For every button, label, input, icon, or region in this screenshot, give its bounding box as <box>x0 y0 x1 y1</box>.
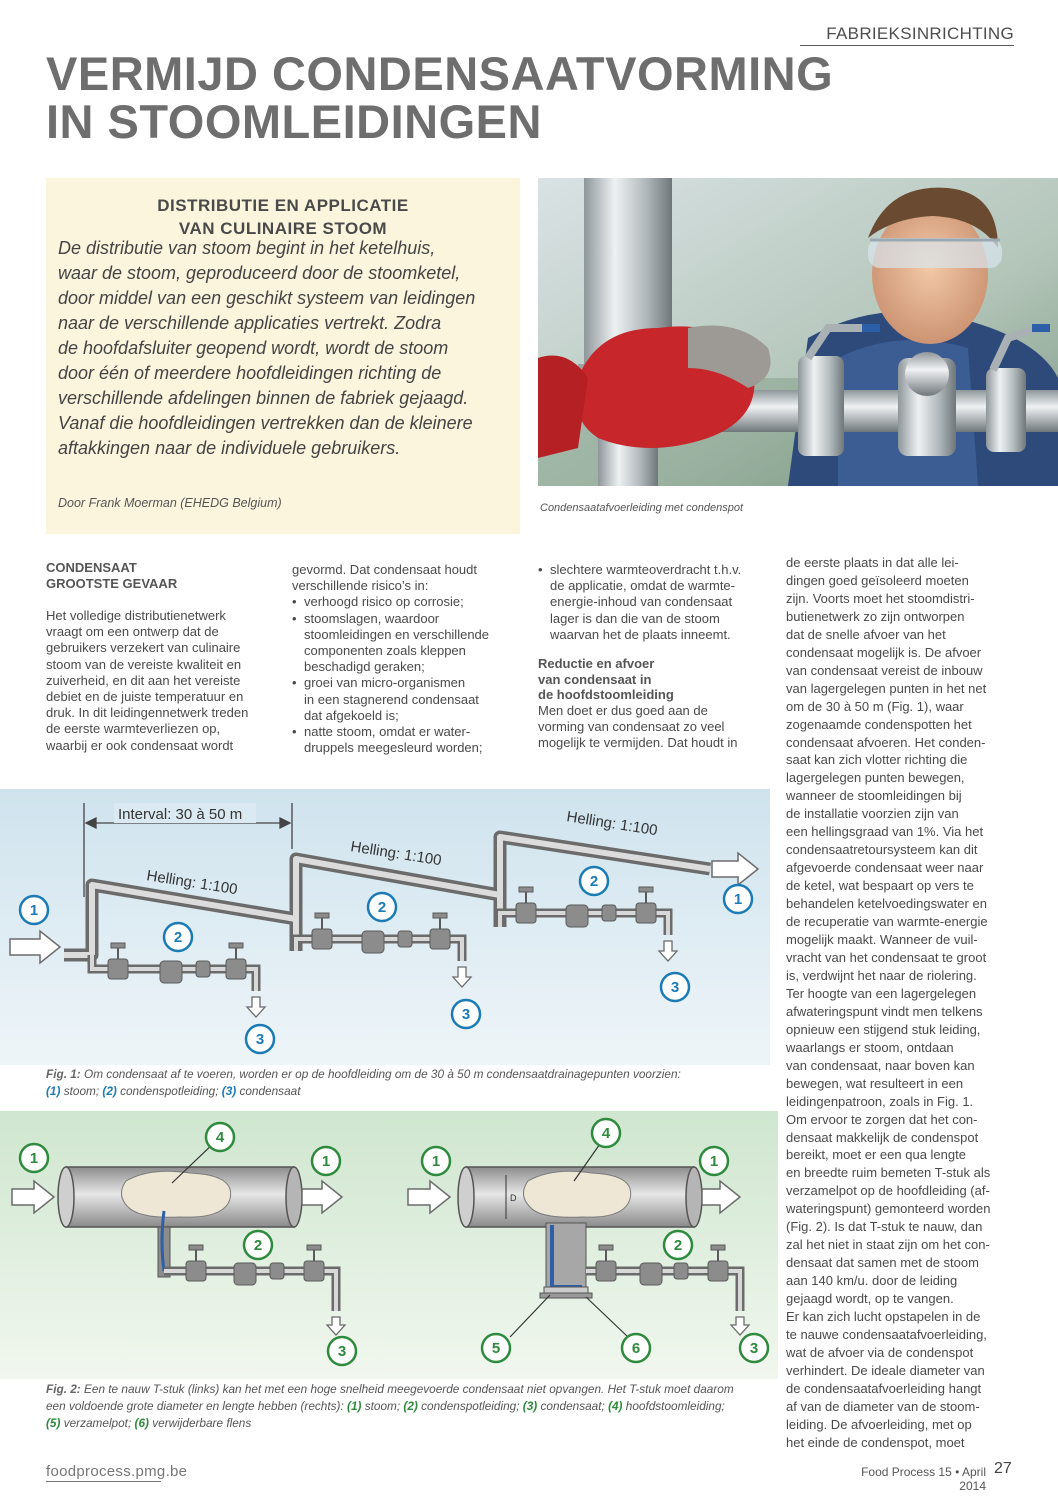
column-4 <box>786 554 1014 1452</box>
text-line: stoom van de vereiste kwaliteit en <box>46 656 242 672</box>
text-line: wateringspunt) gemonteerd worden <box>786 1201 991 1217</box>
text-line: vorming van condensaat zo veel <box>538 718 725 734</box>
text-line: leidingenpatroon, zoals in Fig. 1. <box>786 1093 974 1109</box>
caption-key: (5) <box>46 1416 61 1430</box>
title-line-2: IN STOOMLEIDINGEN <box>46 95 542 148</box>
text-line: af van de diameter van de stoom- <box>786 1398 980 1414</box>
col1-heading <box>46 560 271 591</box>
marker-1: 1 <box>29 902 39 919</box>
text-line: zuiverheid, en dit aan het vereiste <box>46 672 241 688</box>
text-line: waarlangs er stoom, ontdaan <box>786 1039 954 1055</box>
text-line: mogelijk te vermijden. Dat houdt in <box>538 734 738 750</box>
caption-key: (1) <box>46 1084 61 1098</box>
caption-text: condensaat; <box>540 1399 605 1413</box>
caption-text: een voldoende grote diameter en lengte hebben (rechts): <box>46 1399 344 1413</box>
risk-list <box>292 594 517 756</box>
text-line: dingen goed geïsoleerd moeten <box>786 572 969 588</box>
text-line: Om ervoor te zorgen dat het con- <box>786 1111 978 1127</box>
footer-rule <box>46 1481 161 1482</box>
text-line: te nauwe condensaatafvoerleiding, <box>786 1326 987 1342</box>
page-number: 27 <box>994 1460 1012 1477</box>
text-line: zijn. Voorts moet het stoomdistri- <box>786 590 975 606</box>
text-line: de condensaatafvoerleiding hangt <box>786 1380 982 1396</box>
caption-label: Fig. 2: <box>46 1382 81 1396</box>
text-line: lagergelegen punten bewegen, <box>786 770 965 786</box>
caption-key: (2) <box>403 1399 418 1413</box>
text-line: Reductie en afvoer <box>538 656 655 672</box>
text-line: Ter hoogte van een lagergelegen <box>786 985 977 1001</box>
text-line: waarbij er ook condensaat wordt <box>46 737 234 753</box>
intro-heading-line-1: DISTRIBUTIE EN APPLICATIE <box>157 196 409 215</box>
marker-1: 1 <box>321 1153 331 1170</box>
text-line: druk. In dit leidingennetwerk treden <box>46 705 249 721</box>
text-line: afgevoerde condensaat weer naar <box>786 860 984 876</box>
caption-key: (4) <box>608 1399 623 1413</box>
text-line: lager is dan die van de stoom <box>550 610 720 626</box>
text-line: saat kan zich vlotter richting die <box>786 752 968 768</box>
text-line: en breedte ruim bemeten T-stuk als <box>786 1165 991 1181</box>
figure-2-diagram <box>0 1111 778 1379</box>
text-line: om de 30 à 50 m (Fig. 1), waar <box>786 698 964 714</box>
section-label: FABRIEKSINRICHTING <box>826 24 1014 43</box>
caption-label: Fig. 1: <box>46 1067 81 1081</box>
text-line: Het volledige distributienetwerk <box>46 608 226 623</box>
intro-box <box>46 178 520 534</box>
caption-key: (1) <box>347 1399 362 1413</box>
text-line: leiding. De afvoerleiding, met op <box>786 1416 972 1432</box>
caption-text: verzamelpot; <box>63 1416 132 1430</box>
article-title <box>46 47 846 148</box>
text-line: van lagergelegen punten in het net <box>786 680 987 696</box>
footer-issue: Food Process 15 • April 2014 <box>861 1465 986 1493</box>
marker-3: 3 <box>749 1340 759 1357</box>
caption-text: condenspotleiding; <box>421 1399 520 1413</box>
text-line: gejaagd wordt, op te vangen. <box>786 1291 954 1307</box>
text-line: verzamelpot op de hoofdleiding (af- <box>786 1183 990 1199</box>
marker-3: 3 <box>337 1343 347 1360</box>
text-line: de eerste warmteverliezen op, <box>46 721 221 737</box>
text-line: dat afgekoeld is; <box>304 707 399 723</box>
text-line: een hellingsgraad van 1%. Via het <box>786 824 984 840</box>
text-line: wanneer de stoomleidingen bij <box>786 788 962 804</box>
intro-line: door middel van een geschikt systeem van leidingen <box>58 288 476 308</box>
marker-2: 2 <box>173 929 183 946</box>
text-line: Men doet er dus goed aan de <box>538 702 708 718</box>
intro-line: Vanaf die hoofdleidingen vertrekken dan de kleinere <box>58 413 473 433</box>
figure-2 <box>0 1111 778 1379</box>
text-line: vraagt om een ontwerp dat de <box>46 624 219 640</box>
text-line: • stoomslagen, waardoor <box>304 610 440 626</box>
marker-4: 4 <box>601 1125 611 1142</box>
marker-3: 3 <box>461 1006 471 1023</box>
text-line: de eerste plaats in dat alle lei- <box>786 555 959 570</box>
text-line: waarvan het de plaats inneemt. <box>550 626 731 642</box>
diameter-label: D <box>510 1193 517 1203</box>
intro-line: door één of meerdere hoofdleidingen richting de <box>58 363 442 383</box>
list-item <box>292 675 517 724</box>
marker-2: 2 <box>673 1237 683 1254</box>
column-2 <box>292 562 517 756</box>
text-line: de installatie voorzien zijn van <box>786 806 959 822</box>
marker-5: 5 <box>491 1340 501 1357</box>
col1-paragraph <box>46 608 271 754</box>
text-line: de applicatie, omdat de warmte- <box>550 578 735 594</box>
intro-line: de hoofdafsluiter geopend wordt, wordt de stoom <box>58 338 449 358</box>
text-line: verhindert. De ideale diameter van <box>786 1362 985 1378</box>
text-line: mogelijk maakt. Wanneer de vuil- <box>786 932 978 948</box>
text-line: densaat dat samen met de stoom <box>786 1255 979 1271</box>
intro-line: verschillende afdelingen binnen de fabriek gejaagd. <box>58 388 469 408</box>
intro-heading-line-2: VAN CULINAIRE STOOM <box>178 219 388 238</box>
intro-heading <box>46 194 520 240</box>
text-line: debiet en de juiste temperatuur en <box>46 689 244 705</box>
marker-4: 4 <box>215 1129 225 1146</box>
caption-text: verwijderbare flens <box>152 1416 252 1430</box>
text-line: gebruikers verzekert van culinaire <box>46 640 241 656</box>
text-line: verschillende risico’s in: <box>292 578 429 594</box>
marker-2: 2 <box>377 899 387 916</box>
col1-heading-line: CONDENSAAT <box>46 560 137 575</box>
list-item <box>538 562 763 643</box>
text-line: stoomleidingen en verschillende <box>304 626 490 642</box>
interval-label: Interval: 30 à 50 m <box>118 806 243 823</box>
text-line: van condensaat, naar boven kan <box>786 1057 975 1073</box>
title-line-1: VERMIJD CONDENSAATVORMING <box>46 47 834 100</box>
marker-1: 1 <box>733 891 743 908</box>
list-item <box>292 724 517 756</box>
figure-1 <box>0 789 770 1065</box>
caption-text: condensaat <box>239 1084 301 1098</box>
text-line: wat de afvoer via de condenspot <box>786 1344 974 1360</box>
text-line: opnieuw een stijgend stuk leiding, <box>786 1021 981 1037</box>
slope-label: Helling: 1:100 <box>145 867 239 899</box>
text-line: dat de snelle afvoer van het <box>786 626 946 642</box>
text-line: de recuperatie van warmte-energie <box>786 914 988 930</box>
photo-caption: Condensaatafvoerleiding met condenspot <box>540 502 744 514</box>
text-line: de hoofdstoomleiding <box>538 687 674 703</box>
text-line: van condensaat vereist de inbouw <box>786 662 983 678</box>
caption-key: (3) <box>522 1399 538 1413</box>
text-line: vracht van het condensaat te groot <box>786 949 987 965</box>
marker-3: 3 <box>255 1031 265 1048</box>
text-line: • slechtere warmteoverdracht t.h.v. <box>550 562 742 577</box>
text-line: beschadigd geraken; <box>304 659 425 675</box>
text-line: bereikt, moet er een qua lengte <box>786 1147 966 1163</box>
text-line: (Fig. 2). Is dat T-stuk te nauw, dan <box>786 1219 983 1235</box>
list-item <box>292 611 517 676</box>
section-rule <box>800 45 1014 46</box>
text-line: butienetwerk zo zijn ontworpen <box>786 608 965 624</box>
text-line: in een stagnerend condensaat <box>304 691 479 707</box>
marker-3: 3 <box>670 979 680 996</box>
caption-text: Een te nauw T-stuk (links) kan het met een hoge snelheid meegevoerde condensaat niet opvangen. Het T-stuk moet daarom <box>84 1382 734 1396</box>
photo-illustration <box>538 178 1058 486</box>
text-line: condensaat mogelijk is. De afvoer <box>786 644 982 660</box>
text-line: de ketel, wat bespaart op vers te <box>786 878 974 894</box>
text-line: • verhoogd risico op corrosie; <box>304 594 464 610</box>
text-line: • natte stoom, omdat er water- <box>304 724 471 740</box>
intro-line: aftakkingen naar de individuele gebruikers. <box>58 438 401 458</box>
caption-key: (2) <box>102 1084 117 1098</box>
text-line: densaat makkelijk de condenspot <box>786 1129 979 1145</box>
slope-label: Helling: 1:100 <box>565 808 659 840</box>
text-line: gevormd. Dat condensaat houdt <box>292 562 478 577</box>
col2-paragraph <box>292 562 517 594</box>
text-line: • groei van micro-organismen <box>304 675 466 691</box>
intro-text <box>58 236 516 461</box>
col1-heading-line: GROOTSTE GEVAAR <box>46 575 178 591</box>
text-line: condensaatretoursysteem kan dit <box>786 842 978 858</box>
text-line: behandelen ketelvoedingswater en <box>786 896 987 912</box>
byline: Door Frank Moerman (EHEDG Belgium) <box>58 496 282 510</box>
text-line: is, verdwijnt het naar de riolering. <box>786 967 977 983</box>
figure-2-caption <box>46 1381 776 1432</box>
text-line: afwateringspunt vindt men telkens <box>786 1003 983 1019</box>
caption-text: condenspotleiding; <box>120 1084 219 1098</box>
marker-1: 1 <box>709 1153 719 1170</box>
text-line: energie-inhoud van condensaat <box>550 594 733 610</box>
text-line: van condensaat in <box>538 671 652 687</box>
text-line: aan 140 km/u. door de leiding <box>786 1273 958 1289</box>
text-line: druppels meegesleurd worden; <box>304 740 483 756</box>
text-line: componenten zoals kleppen <box>304 643 466 659</box>
marker-1: 1 <box>29 1150 39 1167</box>
caption-key: (3) <box>221 1084 237 1098</box>
figure-1-diagram <box>0 789 770 1065</box>
col3-paragraph <box>538 703 763 752</box>
caption-text: stoom; <box>364 1399 401 1413</box>
col3-heading <box>538 656 763 703</box>
marker-6: 6 <box>631 1340 641 1357</box>
text-line: condensaat afvoeren. Het conden- <box>786 734 986 750</box>
text-line: het einde de condenspot, moet <box>786 1434 965 1450</box>
footer-url[interactable]: foodprocess.pmg.be <box>46 1463 188 1480</box>
caption-text: hoofdstoomleiding; <box>625 1399 725 1413</box>
intro-line: waar de stoom, geproduceerd door de stoomketel, <box>58 263 461 283</box>
marker-1: 1 <box>431 1153 441 1170</box>
intro-line: De distributie van stoom begint in het ketelhuis, <box>58 238 436 258</box>
column-3 <box>538 562 763 751</box>
caption-text: Om condensaat af te voeren, worden er op de hoofdleiding om de 30 à 50 m condensaatdrainagepunten voorzien: <box>84 1067 681 1081</box>
caption-key: (6) <box>134 1416 149 1430</box>
list-item <box>292 594 517 610</box>
marker-2: 2 <box>253 1237 263 1254</box>
figure-1-caption <box>46 1066 766 1100</box>
text-line: bewegen, wat resulteert in een <box>786 1075 964 1091</box>
text-line: Er kan zich lucht opstapelen in de <box>786 1309 981 1325</box>
marker-2: 2 <box>589 873 599 890</box>
risk-list-continued <box>538 562 763 643</box>
slope-label: Helling: 1:100 <box>349 838 443 870</box>
intro-line: naar de verschillende applicaties vertrekt. Zodra <box>58 313 442 333</box>
column-1 <box>46 560 271 754</box>
text-line: zogenaamde condenspotten het <box>786 716 972 732</box>
article-photo <box>538 178 1058 486</box>
text-line: zal het niet in staat zijn om het con- <box>786 1237 990 1253</box>
caption-text: stoom; <box>63 1084 100 1098</box>
